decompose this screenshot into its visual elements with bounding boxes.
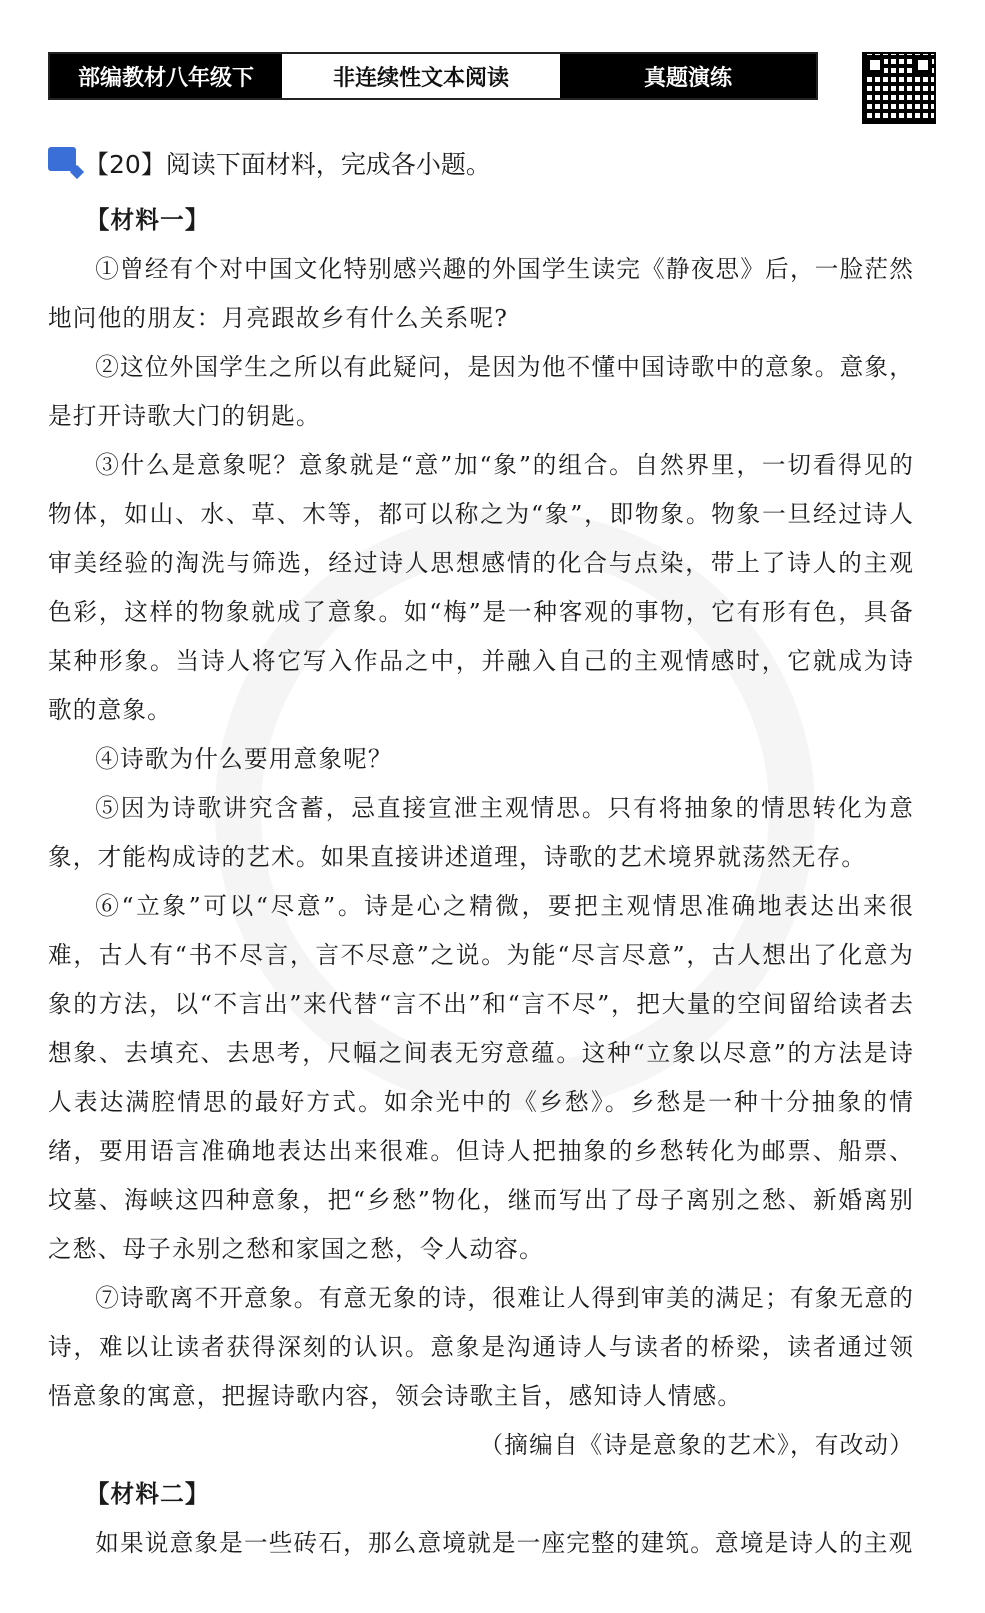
paragraph-3: ③什么是意象呢？意象就是“意”加“象”的组合。自然界里，一切看得见的物体，如山、水、草、木等，都可以称之为“象”，即物象。物象一旦经过诗人审美经验的淘洗与筛选，经过诗人思想感情的化合与点染，带上了诗人的主观色彩，这样的物象就成了意象。如“梅”是一种客观的事物，它有形有色，具备某种形象。当诗人将它写入作品之中，并融入自己的主观情感时，它就成为诗歌的意象。 [48,451,914,724]
paragraph-5: ⑤因为诗歌讲究含蓄，忌直接宣泄主观情思。只有将抽象的情思转化为意象，才能构成诗的艺术。如果直接讲述道理，诗歌的艺术境界就荡然无存。 [48,794,914,871]
paragraph-2: ②这位外国学生之所以有此疑问，是因为他不懂中国诗歌中的意象。意象，是打开诗歌大门的钥匙。 [48,353,914,430]
paragraph-4: ④诗歌为什么要用意象呢？ [95,745,393,773]
qr-code-icon [862,52,936,124]
material-two-paragraph-1: 如果说意象是一些砖石，那么意境就是一座完整的建筑。意境是诗人的主观 [95,1529,914,1557]
header-grade-label: 部编教材八年级下 [50,54,282,98]
paragraph-7: ⑦诗歌离不开意象。有意无象的诗，很难让人得到审美的满足；有象无意的诗，难以让读者获得深刻的认识。意象是沟通诗人与读者的桥梁，读者通过领悟意象的寓意，把握诗歌内容，领会诗歌主旨，感知诗人情感。 [48,1284,914,1410]
paragraph-6: ⑥“立象”可以“尽意”。诗是心之精微，要把主观情思准确地表达出来很难，古人有“书不尽言，言不尽意”之说。为能“尽言尽意”，古人想出了化意为象的方法，以“不言出”来代替“言不出”和“言不尽”，把大量的空间留给读者去想象、去填充、去思考，尺幅之间表无穷意蕴。这种“立象以尽意”的方法是诗人表达满腔情思的最好方式。如余光中的《乡愁》。乡愁是一种十分抽象的情绪，要用语言准确地表达出来很难。但诗人把抽象的乡愁转化为邮票、船票、坟墓、海峡这四种意象，把“乡愁”物化，继而写出了母子离别之愁、新婚离别之愁、母子永别之愁和家国之愁，令人动容。 [48,892,914,1263]
material-one-heading: 【材料一】 [85,206,210,234]
material-one-source: （摘编自《诗是意象的艺术》，有改动） [479,1431,914,1459]
flag-icon [48,147,76,171]
reading-content [48,196,914,1568]
paragraph-1: ①曾经有个对中国文化特别感兴趣的外国学生读完《静夜思》后，一脸茫然地问他的朋友：月亮跟故乡有什么关系呢? [48,255,914,332]
question-title: 【20】阅读下面材料，完成各小题。 [84,150,491,179]
header-section-label: 真题演练 [560,54,816,98]
material-two-heading: 【材料二】 [85,1480,210,1508]
page-header [48,52,818,100]
header-topic-label: 非连续性文本阅读 [282,54,560,98]
